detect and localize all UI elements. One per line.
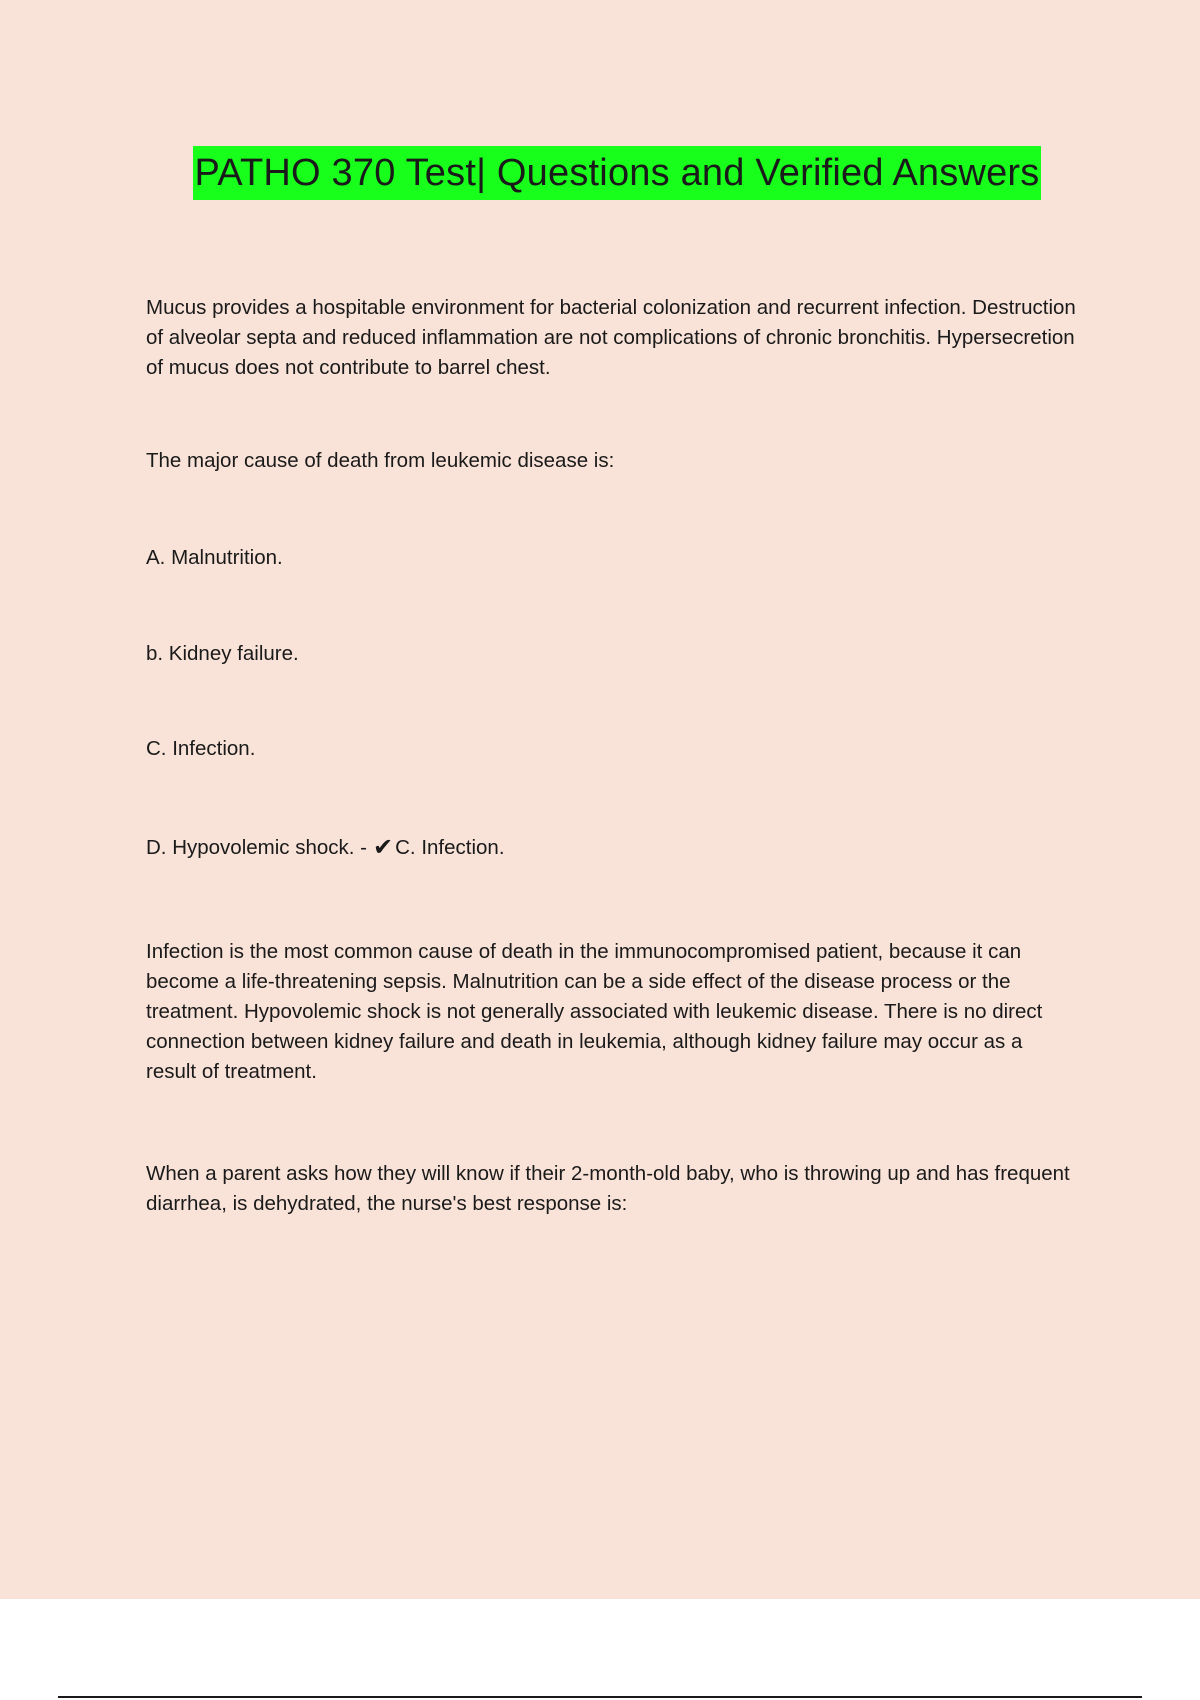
option-d-line bbox=[146, 833, 1076, 863]
option-a: A. Malnutrition. bbox=[146, 546, 283, 569]
title-wrap bbox=[0, 146, 1200, 200]
question-2-text: When a parent asks how they will know if their 2-month-old baby, who is throwing up and has frequent diarrhea, is dehydrated, the nurse's best response is: bbox=[146, 1162, 1070, 1215]
question-1-text: The major cause of death from leukemic disease is: bbox=[146, 449, 615, 472]
option-d: D. Hypovolemic shock. - bbox=[146, 836, 368, 859]
footer-divider bbox=[58, 1696, 1142, 1698]
option-b: b. Kidney failure. bbox=[146, 642, 299, 665]
rationale-paragraph-1: Mucus provides a hospitable environment for bacterial colonization and recurrent infection. Destruction of alveolar septa and reduced inflammation are not complications of chronic bronchitis. Hypersecretion of mucus does not contribute to barrel chest. bbox=[146, 296, 1076, 379]
correct-answer: C. Infection. bbox=[395, 836, 505, 859]
document-title: PATHO 370 Test| Questions and Verified Answers bbox=[193, 146, 1042, 200]
checkmark-icon: ✔ bbox=[373, 834, 394, 861]
rationale-paragraph-2: Infection is the most common cause of death in the immunocompromised patient, because it can become a life-threatening sepsis. Malnutrition can be a side effect of the disease process or the treatment. Hypovolemic shock is not generally associated with leukemic disease. There is no direct connection between kidney failure and death in leukemia, although kidney failure may occur as a result of treatment. bbox=[146, 940, 1043, 1083]
option-c: C. Infection. bbox=[146, 737, 256, 760]
